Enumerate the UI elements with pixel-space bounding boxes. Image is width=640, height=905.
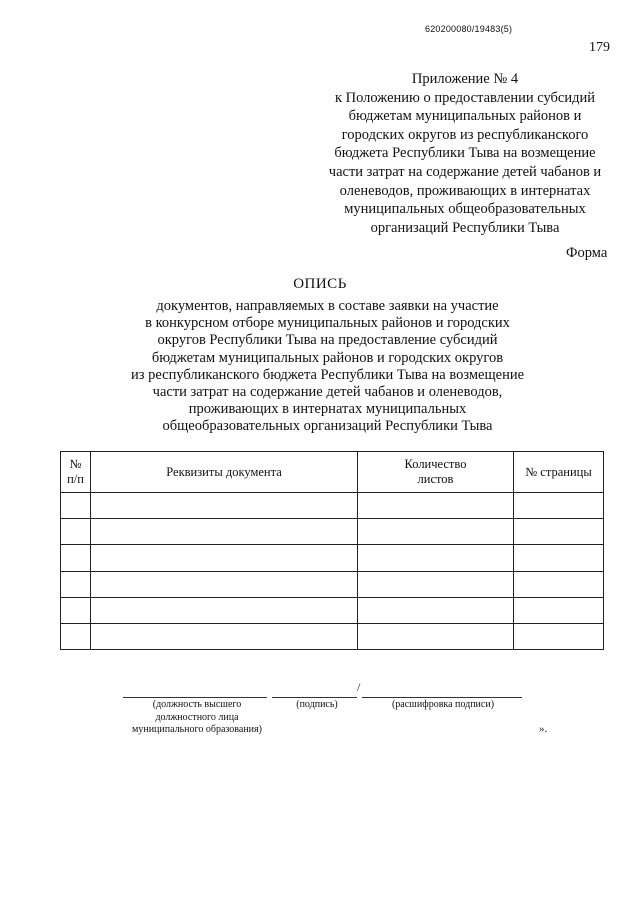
table-row: [61, 571, 604, 597]
form-label: Форма: [566, 245, 608, 261]
header-document-details: Реквизиты документа: [91, 452, 358, 493]
table-cell: [91, 493, 358, 519]
table-cell: [358, 571, 514, 597]
header-page-number: № страницы: [514, 452, 604, 493]
appendix-line: к Положению о предоставлении субсидий: [334, 89, 596, 106]
table-cell: [91, 519, 358, 545]
table-row: [61, 597, 604, 623]
signature-caption: (подпись): [296, 699, 338, 710]
table-cell: [358, 493, 514, 519]
position-caption: (должность высшего должностного лица муниципального образования): [132, 699, 262, 735]
appendix-line: части затрат на содержание детей чабанов и: [328, 163, 602, 180]
subtitle-line: в конкурсном отборе муниципальных районов и городских: [145, 315, 510, 332]
appendix-line: оленеводов, проживающих в интернатах: [339, 182, 591, 199]
subtitle-line: документов, направляемых в составе заявки на участие: [156, 298, 499, 314]
header-sheet-count: Количество листов: [358, 452, 514, 493]
table-cell: [61, 493, 91, 519]
subtitle-line: из республиканского бюджета Республики Тыва на возмещение: [130, 366, 525, 383]
table-cell: [358, 623, 514, 649]
decoding-caption: (расшифровка подписи): [391, 699, 495, 710]
table-cell: [358, 519, 514, 545]
table-row: [61, 623, 604, 649]
documents-table: [60, 451, 604, 650]
table-cell: [514, 571, 604, 597]
table-cell: [61, 623, 91, 649]
document-id: 620200080/19483(5): [425, 24, 513, 34]
table-cell: [61, 519, 91, 545]
subtitle-line: округов Республики Тыва на предоставление субсидий: [157, 332, 498, 349]
subtitle-line: общеобразовательных организаций Республики Тыва: [162, 418, 493, 435]
table-cell: [514, 623, 604, 649]
table-header-row: [61, 452, 604, 493]
subtitle-line: проживающих в интернатах муниципальных: [188, 401, 467, 418]
appendix-line: бюджета Республики Тыва на возмещение: [334, 145, 596, 162]
signature-line: [272, 697, 357, 698]
table-cell: [91, 545, 358, 571]
table-cell: [91, 571, 358, 597]
appendix-title: Приложение № 4: [411, 71, 519, 87]
signature-slash: /: [357, 680, 361, 694]
table-cell: [61, 571, 91, 597]
appendix-line: бюджетам муниципальных районов и: [348, 108, 582, 125]
document-subtitle: [100, 298, 555, 436]
table-cell: [61, 597, 91, 623]
document-title: ОПИСЬ: [293, 276, 347, 292]
table-cell: [514, 597, 604, 623]
appendix-line: муниципальных общеобразовательных: [344, 201, 586, 218]
appendix-line: городских округов из республиканского: [341, 126, 589, 143]
table-row: [61, 545, 604, 571]
header-number: № п/п: [61, 452, 91, 493]
table-row: [61, 493, 604, 519]
position-line: [123, 697, 267, 698]
appendix-block: [295, 70, 635, 237]
subtitle-line: бюджетам муниципальных районов и городских округов: [151, 349, 504, 366]
table-cell: [514, 545, 604, 571]
table-cell: [91, 597, 358, 623]
table-cell: [91, 623, 358, 649]
table-cell: [514, 493, 604, 519]
table-cell: [358, 545, 514, 571]
appendix-line: организаций Республики Тыва: [370, 219, 560, 236]
closing-quote: ».: [539, 723, 548, 735]
table-cell: [61, 545, 91, 571]
table-row: [61, 519, 604, 545]
table-cell: [514, 519, 604, 545]
table-cell: [358, 597, 514, 623]
page-number: 179: [589, 40, 610, 55]
subtitle-line: части затрат на содержание детей чабанов и оленеводов,: [152, 384, 503, 401]
decoding-line: [362, 697, 522, 698]
